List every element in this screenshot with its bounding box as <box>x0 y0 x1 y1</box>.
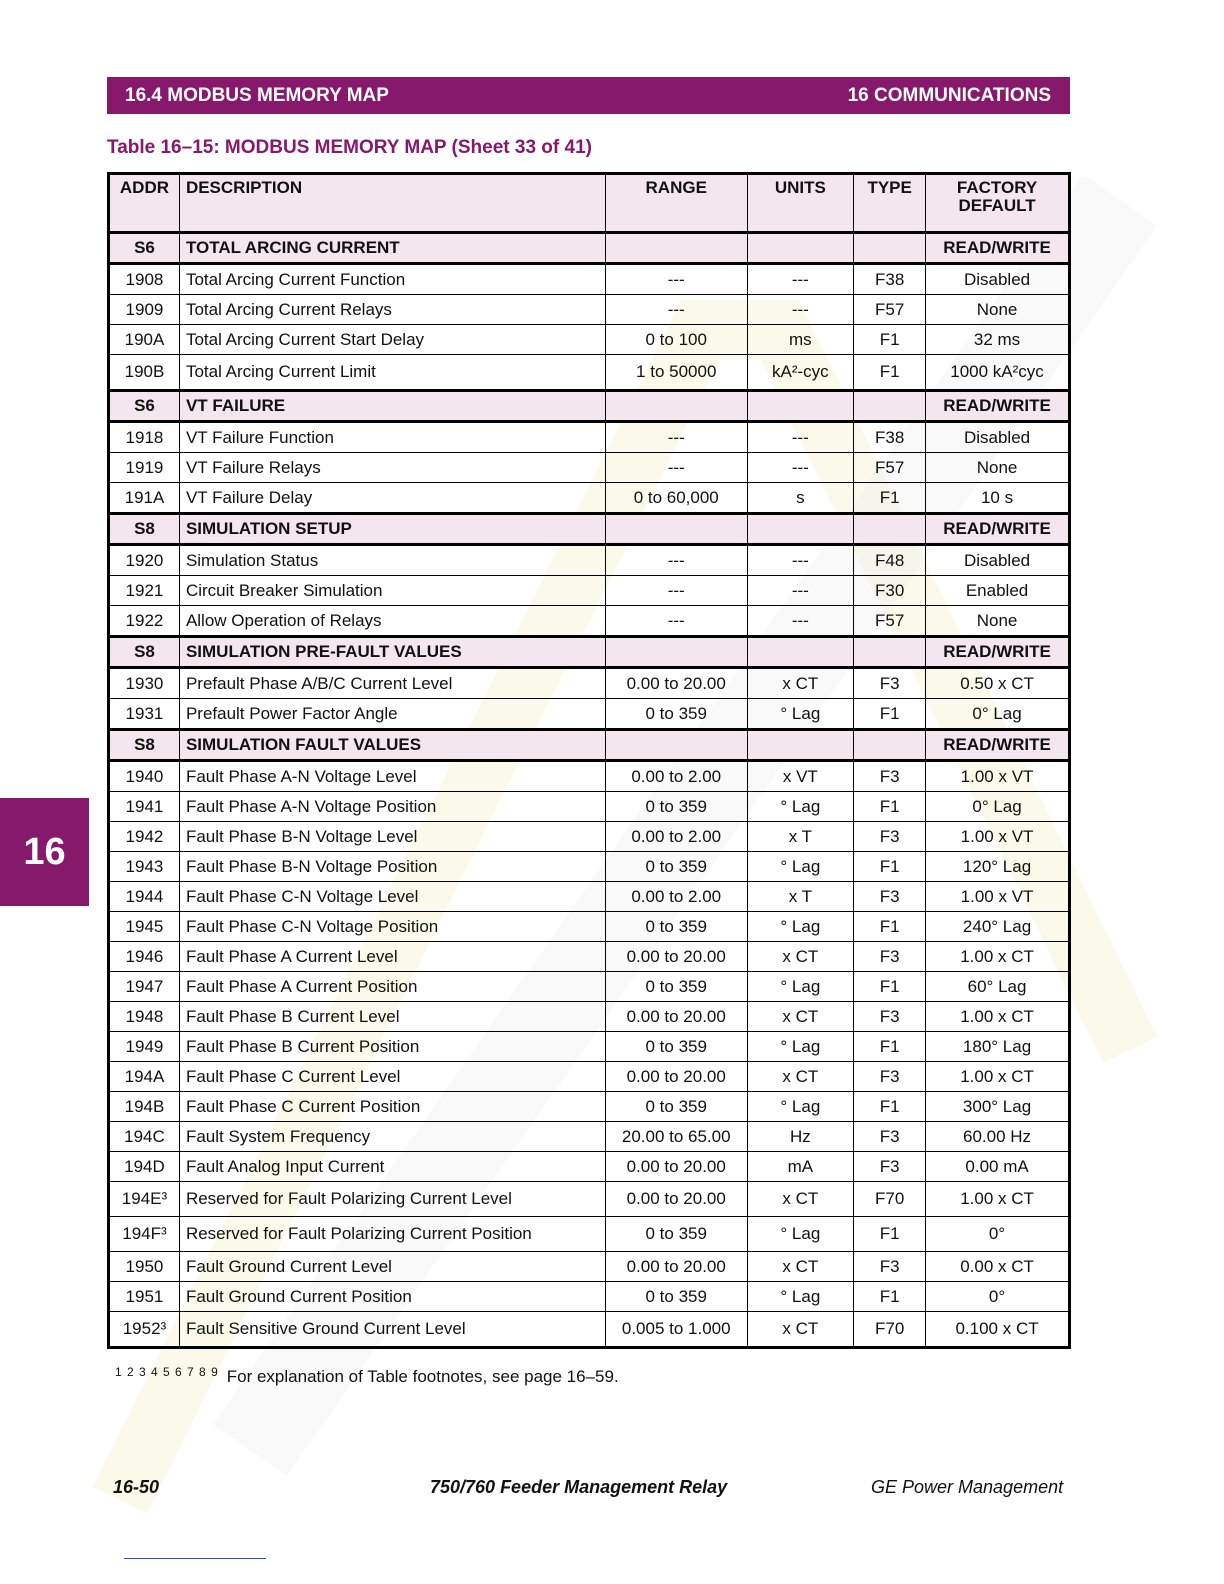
range-cell <box>605 391 747 422</box>
addr-cell: 190B <box>109 355 180 391</box>
units-cell: --- <box>747 576 854 606</box>
table-row <box>109 942 1070 972</box>
table-row <box>109 792 1070 822</box>
table-row <box>109 453 1070 483</box>
default-cell: 0° Lag <box>926 699 1070 730</box>
table-title: Table 16–15: MODBUS MEMORY MAP (Sheet 33 of 41) <box>107 137 592 158</box>
table-row <box>109 1002 1070 1032</box>
description-cell: Total Arcing Current Function <box>179 264 605 295</box>
units-cell: x CT <box>747 1252 854 1282</box>
default-cell: 32 ms <box>926 325 1070 355</box>
addr-cell: 1919 <box>109 453 180 483</box>
default-cell: 10 s <box>926 483 1070 514</box>
default-cell: 0.50 x CT <box>926 668 1070 699</box>
units-cell: --- <box>747 264 854 295</box>
description-cell: Reserved for Fault Polarizing Current Level <box>179 1182 605 1217</box>
range-cell: 0.00 to 20.00 <box>605 1002 747 1032</box>
range-cell <box>605 514 747 545</box>
range-cell: --- <box>605 576 747 606</box>
addr-cell: 1921 <box>109 576 180 606</box>
description-cell: Reserved for Fault Polarizing Current Position <box>179 1217 605 1252</box>
range-cell: 0.00 to 20.00 <box>605 1252 747 1282</box>
range-cell: 0 to 60,000 <box>605 483 747 514</box>
units-cell: Hz <box>747 1122 854 1152</box>
description-cell: Total Arcing Current Start Delay <box>179 325 605 355</box>
default-cell: 0° <box>926 1217 1070 1252</box>
document-title: 750/760 Feeder Management Relay <box>430 1477 728 1497</box>
addr-cell: S6 <box>109 233 180 264</box>
type-cell: F48 <box>854 545 926 576</box>
units-cell: ms <box>747 325 854 355</box>
default-cell: READ/WRITE <box>926 514 1070 545</box>
section-title: 16.4 MODBUS MEMORY MAP <box>125 84 389 106</box>
type-cell: F3 <box>854 1002 926 1032</box>
addr-cell: 1952³ <box>109 1312 180 1348</box>
default-cell: 1.00 x VT <box>926 822 1070 852</box>
range-cell: 0.00 to 20.00 <box>605 942 747 972</box>
table-row <box>109 295 1070 325</box>
units-cell: x CT <box>747 1312 854 1348</box>
type-cell: F38 <box>854 264 926 295</box>
addr-cell: 1950 <box>109 1252 180 1282</box>
addr-cell: 190A <box>109 325 180 355</box>
type-cell: F3 <box>854 942 926 972</box>
addr-cell: 1940 <box>109 761 180 792</box>
addr-cell: 1948 <box>109 1002 180 1032</box>
table-row <box>109 972 1070 1002</box>
table-row <box>109 1312 1070 1348</box>
description-cell: Fault Phase A-N Voltage Level <box>179 761 605 792</box>
units-cell <box>747 637 854 668</box>
units-cell: x CT <box>747 1062 854 1092</box>
addr-cell: 1942 <box>109 822 180 852</box>
company-name: GE Power Management <box>871 1477 1064 1497</box>
type-cell: F1 <box>854 912 926 942</box>
description-cell: Fault Phase C Current Level <box>179 1062 605 1092</box>
description-cell: Circuit Breaker Simulation <box>179 576 605 606</box>
type-cell: F3 <box>854 1152 926 1182</box>
default-cell: 1000 kA²cyc <box>926 355 1070 391</box>
default-cell: 120° Lag <box>926 852 1070 882</box>
addr-cell: 1909 <box>109 295 180 325</box>
type-cell: F38 <box>854 422 926 453</box>
units-cell: x CT <box>747 942 854 972</box>
range-cell: 0 to 100 <box>605 325 747 355</box>
default-cell: 1.00 x CT <box>926 1062 1070 1092</box>
table-row <box>109 483 1070 514</box>
default-cell: READ/WRITE <box>926 391 1070 422</box>
table-row <box>109 325 1070 355</box>
range-cell: 0.00 to 20.00 <box>605 668 747 699</box>
default-cell: Disabled <box>926 422 1070 453</box>
range-cell: --- <box>605 545 747 576</box>
table-row <box>109 264 1070 295</box>
addr-cell: 194C <box>109 1122 180 1152</box>
type-cell: F1 <box>854 1282 926 1312</box>
table-row <box>109 882 1070 912</box>
units-cell <box>747 233 854 264</box>
addr-cell: 1943 <box>109 852 180 882</box>
default-cell: 1.00 x VT <box>926 761 1070 792</box>
addr-cell: 1949 <box>109 1032 180 1062</box>
description-cell: Fault Ground Current Position <box>179 1282 605 1312</box>
table-row <box>109 1217 1070 1252</box>
addr-cell: 194D <box>109 1152 180 1182</box>
section-row <box>109 514 1070 545</box>
addr-cell: S8 <box>109 730 180 761</box>
type-cell: F1 <box>854 355 926 391</box>
default-cell: 1.00 x CT <box>926 1002 1070 1032</box>
table-row <box>109 668 1070 699</box>
default-cell: None <box>926 606 1070 637</box>
addr-cell: 1908 <box>109 264 180 295</box>
addr-cell: 1918 <box>109 422 180 453</box>
description-cell: SIMULATION PRE-FAULT VALUES <box>179 637 605 668</box>
range-cell <box>605 730 747 761</box>
table-row <box>109 761 1070 792</box>
table-row <box>109 1152 1070 1182</box>
range-cell: --- <box>605 453 747 483</box>
units-cell <box>747 391 854 422</box>
type-cell <box>854 730 926 761</box>
type-cell: F1 <box>854 325 926 355</box>
description-cell: SIMULATION FAULT VALUES <box>179 730 605 761</box>
units-cell: ° Lag <box>747 1092 854 1122</box>
table-row <box>109 355 1070 391</box>
col-addr: ADDR <box>109 174 180 233</box>
range-cell: 0 to 359 <box>605 852 747 882</box>
units-cell: mA <box>747 1152 854 1182</box>
units-cell: x T <box>747 882 854 912</box>
type-cell: F57 <box>854 453 926 483</box>
table-row <box>109 1062 1070 1092</box>
units-cell: ° Lag <box>747 912 854 942</box>
units-cell: x T <box>747 822 854 852</box>
range-cell: --- <box>605 606 747 637</box>
range-cell: 0.00 to 2.00 <box>605 822 747 852</box>
units-cell: x CT <box>747 1002 854 1032</box>
table-body <box>109 233 1070 1348</box>
default-cell: 240° Lag <box>926 912 1070 942</box>
description-cell: Fault Phase C-N Voltage Level <box>179 882 605 912</box>
type-cell <box>854 514 926 545</box>
bottom-rule <box>124 1558 266 1559</box>
col-factory-default: FACTORY DEFAULT <box>926 174 1070 233</box>
range-cell <box>605 233 747 264</box>
table-row <box>109 822 1070 852</box>
addr-cell: 1946 <box>109 942 180 972</box>
type-cell: F1 <box>854 792 926 822</box>
addr-cell: 1920 <box>109 545 180 576</box>
addr-cell: 1945 <box>109 912 180 942</box>
table-row <box>109 545 1070 576</box>
default-cell: 1.00 x CT <box>926 1182 1070 1217</box>
default-cell: 0.00 x CT <box>926 1252 1070 1282</box>
description-cell: Total Arcing Current Limit <box>179 355 605 391</box>
description-cell: VT Failure Relays <box>179 453 605 483</box>
range-cell: 0.00 to 20.00 <box>605 1152 747 1182</box>
table-row <box>109 912 1070 942</box>
default-cell: READ/WRITE <box>926 637 1070 668</box>
default-cell: 0° Lag <box>926 792 1070 822</box>
type-cell: F3 <box>854 761 926 792</box>
description-cell: Fault Phase B Current Level <box>179 1002 605 1032</box>
type-cell: F3 <box>854 1252 926 1282</box>
units-cell: ° Lag <box>747 1217 854 1252</box>
addr-cell: 191A <box>109 483 180 514</box>
units-cell: ° Lag <box>747 792 854 822</box>
description-cell: VT FAILURE <box>179 391 605 422</box>
default-cell: READ/WRITE <box>926 233 1070 264</box>
default-cell: Disabled <box>926 264 1070 295</box>
addr-cell: 1951 <box>109 1282 180 1312</box>
chapter-tab: 16 <box>0 798 89 906</box>
range-cell: --- <box>605 264 747 295</box>
default-cell: Disabled <box>926 545 1070 576</box>
description-cell: Prefault Power Factor Angle <box>179 699 605 730</box>
default-cell: READ/WRITE <box>926 730 1070 761</box>
range-cell: 0 to 359 <box>605 1217 747 1252</box>
range-cell: --- <box>605 422 747 453</box>
units-cell: --- <box>747 295 854 325</box>
default-cell: Enabled <box>926 576 1070 606</box>
range-cell: --- <box>605 295 747 325</box>
description-cell: Fault Phase B Current Position <box>179 1032 605 1062</box>
range-cell: 20.00 to 65.00 <box>605 1122 747 1152</box>
type-cell: F1 <box>854 972 926 1002</box>
range-cell: 0 to 359 <box>605 792 747 822</box>
range-cell: 0 to 359 <box>605 972 747 1002</box>
description-cell: Fault Phase A-N Voltage Position <box>179 792 605 822</box>
addr-cell: 194B <box>109 1092 180 1122</box>
type-cell: F3 <box>854 668 926 699</box>
footnote-numbers: 1 2 3 4 5 6 7 8 9 <box>115 1365 219 1379</box>
table-row <box>109 1032 1070 1062</box>
range-cell: 0 to 359 <box>605 699 747 730</box>
description-cell: Fault System Frequency <box>179 1122 605 1152</box>
description-cell: Prefault Phase A/B/C Current Level <box>179 668 605 699</box>
default-cell: 0° <box>926 1282 1070 1312</box>
description-cell: Fault Sensitive Ground Current Level <box>179 1312 605 1348</box>
type-cell: F1 <box>854 699 926 730</box>
section-row <box>109 637 1070 668</box>
table-row <box>109 1092 1070 1122</box>
range-cell: 0 to 359 <box>605 1282 747 1312</box>
description-cell: Fault Phase C Current Position <box>179 1092 605 1122</box>
addr-cell: 1931 <box>109 699 180 730</box>
description-cell: Fault Phase B-N Voltage Level <box>179 822 605 852</box>
units-cell: x CT <box>747 668 854 699</box>
range-cell: 0 to 359 <box>605 912 747 942</box>
table-row <box>109 1252 1070 1282</box>
table-header-row <box>109 174 1070 233</box>
default-cell: None <box>926 453 1070 483</box>
range-cell: 0.00 to 20.00 <box>605 1062 747 1092</box>
units-cell: ° Lag <box>747 699 854 730</box>
table-row <box>109 606 1070 637</box>
type-cell: F1 <box>854 852 926 882</box>
description-cell: SIMULATION SETUP <box>179 514 605 545</box>
units-cell: ° Lag <box>747 852 854 882</box>
addr-cell: S8 <box>109 514 180 545</box>
default-cell: 0.100 x CT <box>926 1312 1070 1348</box>
description-cell: Total Arcing Current Relays <box>179 295 605 325</box>
units-cell: --- <box>747 545 854 576</box>
type-cell <box>854 233 926 264</box>
default-cell: 1.00 x CT <box>926 942 1070 972</box>
units-cell: ° Lag <box>747 1032 854 1062</box>
table-row <box>109 576 1070 606</box>
description-cell: VT Failure Function <box>179 422 605 453</box>
description-cell: VT Failure Delay <box>179 483 605 514</box>
range-cell: 0.005 to 1.000 <box>605 1312 747 1348</box>
units-cell: --- <box>747 606 854 637</box>
description-cell: Fault Phase A Current Position <box>179 972 605 1002</box>
addr-cell: 1947 <box>109 972 180 1002</box>
addr-cell: 1941 <box>109 792 180 822</box>
units-cell <box>747 730 854 761</box>
description-cell: Allow Operation of Relays <box>179 606 605 637</box>
footnote-text: For explanation of Table footnotes, see page 16–59. <box>226 1367 619 1386</box>
units-cell: ° Lag <box>747 1282 854 1312</box>
range-cell: 1 to 50000 <box>605 355 747 391</box>
units-cell: kA²-cyc <box>747 355 854 391</box>
range-cell: 0 to 359 <box>605 1032 747 1062</box>
type-cell: F1 <box>854 1092 926 1122</box>
units-cell: x CT <box>747 1182 854 1217</box>
default-cell: 300° Lag <box>926 1092 1070 1122</box>
default-cell: 180° Lag <box>926 1032 1070 1062</box>
type-cell: F3 <box>854 882 926 912</box>
type-cell <box>854 637 926 668</box>
default-cell: 60° Lag <box>926 972 1070 1002</box>
units-cell: s <box>747 483 854 514</box>
addr-cell: 194E³ <box>109 1182 180 1217</box>
table-row <box>109 422 1070 453</box>
description-cell: Fault Ground Current Level <box>179 1252 605 1282</box>
addr-cell: S6 <box>109 391 180 422</box>
section-header-bar <box>107 77 1070 114</box>
description-cell: Fault Phase B-N Voltage Position <box>179 852 605 882</box>
type-cell: F57 <box>854 295 926 325</box>
col-description: DESCRIPTION <box>179 174 605 233</box>
type-cell: F70 <box>854 1312 926 1348</box>
default-cell: 1.00 x VT <box>926 882 1070 912</box>
type-cell: F1 <box>854 483 926 514</box>
range-cell: 0.00 to 20.00 <box>605 1182 747 1217</box>
page-number: 16-50 <box>113 1477 160 1497</box>
type-cell: F70 <box>854 1182 926 1217</box>
addr-cell: 194A <box>109 1062 180 1092</box>
col-units: UNITS <box>747 174 854 233</box>
type-cell: F3 <box>854 1122 926 1152</box>
description-cell: Fault Analog Input Current <box>179 1152 605 1182</box>
section-row <box>109 391 1070 422</box>
section-row <box>109 233 1070 264</box>
default-cell: 60.00 Hz <box>926 1122 1070 1152</box>
type-cell <box>854 391 926 422</box>
description-cell: TOTAL ARCING CURRENT <box>179 233 605 264</box>
type-cell: F30 <box>854 576 926 606</box>
table-row <box>109 1122 1070 1152</box>
addr-cell: S8 <box>109 637 180 668</box>
type-cell: F3 <box>854 1062 926 1092</box>
range-cell: 0.00 to 2.00 <box>605 761 747 792</box>
range-cell: 0 to 359 <box>605 1092 747 1122</box>
chapter-title: 16 COMMUNICATIONS <box>847 84 1051 106</box>
description-cell: Fault Phase A Current Level <box>179 942 605 972</box>
modbus-memory-map-table <box>107 172 1071 1349</box>
section-row <box>109 730 1070 761</box>
col-type: TYPE <box>854 174 926 233</box>
type-cell: F3 <box>854 822 926 852</box>
units-cell <box>747 514 854 545</box>
description-cell: Fault Phase C-N Voltage Position <box>179 912 605 942</box>
default-cell: 0.00 mA <box>926 1152 1070 1182</box>
range-cell: 0.00 to 2.00 <box>605 882 747 912</box>
footnote <box>115 1365 619 1387</box>
units-cell: --- <box>747 453 854 483</box>
type-cell: F1 <box>854 1217 926 1252</box>
table-row <box>109 1182 1070 1217</box>
units-cell: x VT <box>747 761 854 792</box>
addr-cell: 1944 <box>109 882 180 912</box>
col-range: RANGE <box>605 174 747 233</box>
type-cell: F1 <box>854 1032 926 1062</box>
addr-cell: 194F³ <box>109 1217 180 1252</box>
type-cell: F57 <box>854 606 926 637</box>
addr-cell: 1930 <box>109 668 180 699</box>
addr-cell: 1922 <box>109 606 180 637</box>
range-cell <box>605 637 747 668</box>
table-row <box>109 852 1070 882</box>
table-row <box>109 1282 1070 1312</box>
description-cell: Simulation Status <box>179 545 605 576</box>
units-cell: ° Lag <box>747 972 854 1002</box>
default-cell: None <box>926 295 1070 325</box>
table-row <box>109 699 1070 730</box>
units-cell: --- <box>747 422 854 453</box>
